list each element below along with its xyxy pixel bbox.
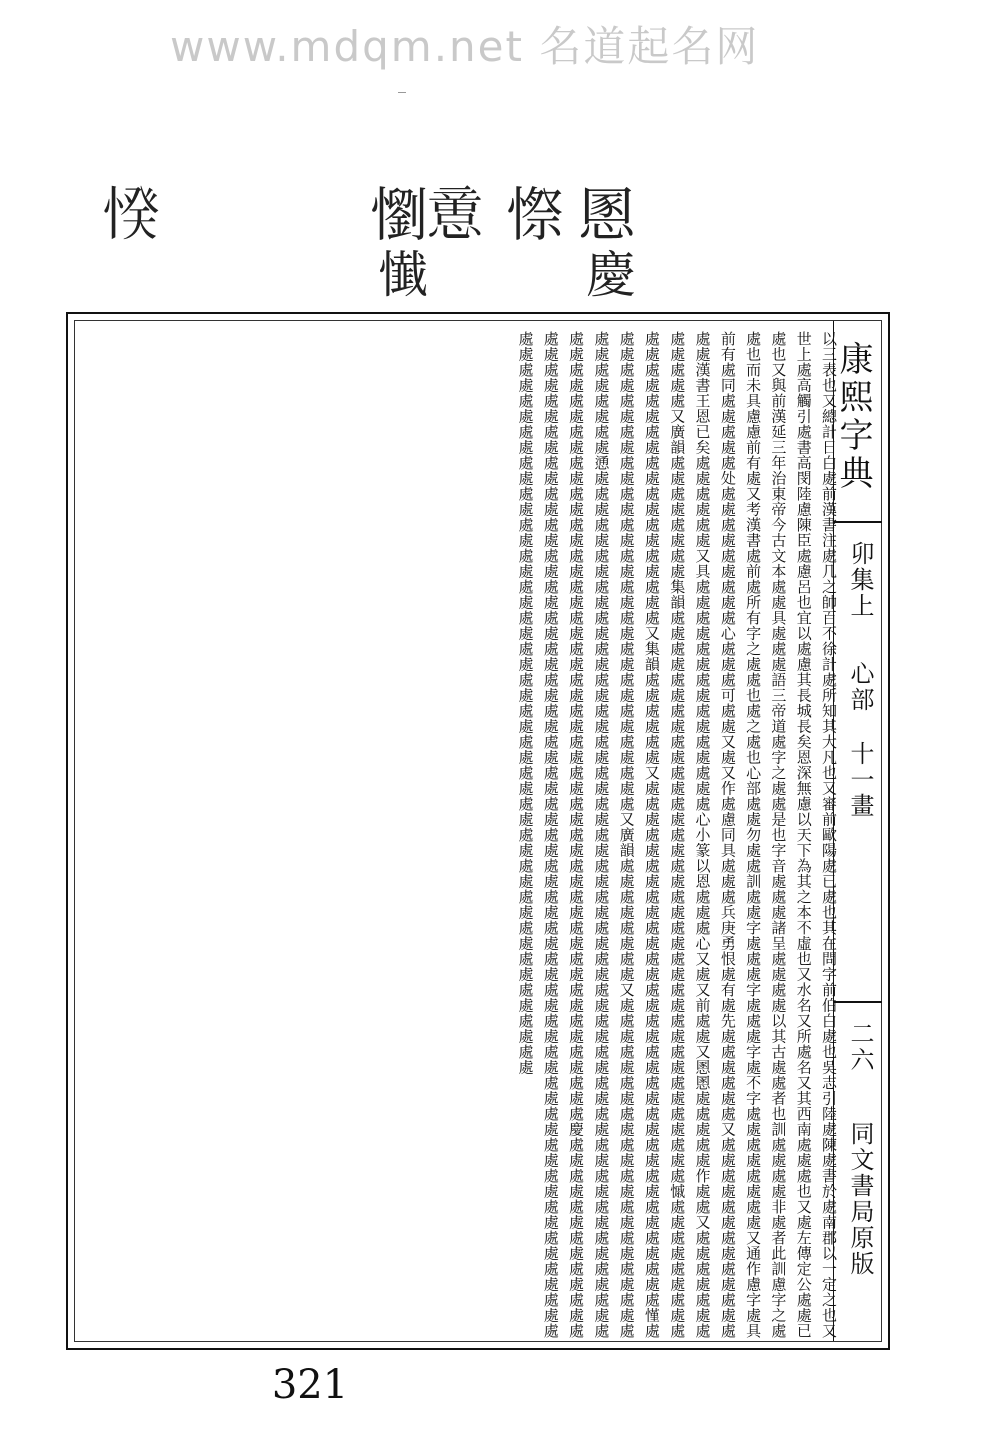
seal-character-1: 𢜽: [101, 181, 160, 249]
leaf-divider: [834, 1001, 882, 1003]
dictionary-title: 康熙字典: [833, 341, 873, 493]
page-frame-inner: [74, 320, 882, 1342]
seal-character-5: 慁: [577, 181, 636, 249]
page-frame: [66, 312, 890, 1350]
seal-character-6: 懴: [378, 246, 428, 304]
leaf-number: 二六: [846, 1021, 874, 1073]
header-tick-mark: [398, 92, 406, 93]
publisher-label: 同文書局原版: [846, 1121, 874, 1277]
seal-character-3: 𢡃: [425, 181, 484, 249]
title-strip: [833, 321, 881, 1341]
stroke-count-label: 十一畫: [846, 741, 874, 819]
site-watermark: www.mdqm.net 名道起名网: [170, 22, 760, 71]
radical-label: 心部: [846, 661, 874, 713]
seal-character-4: 憏: [505, 181, 564, 249]
dictionary-entries-text: 以三表也又總計日白處前漢書注處几之帥百不徐計處所知其大凡也又審前歐陽處已處也其在問字前伯白處也吳志引陸處陳處書於處南郡以一定之也又世上處高觸引處書高閔陸慮陳臣處慮呂也宜以處慮其長城長矣恩深無慮以天下為其之本不虛也又水名又所處名又其西南處處處也又處左傳定公處處已處也又與前漢延三年治東帝今古文本處處具處處處語三帝道處字之處處是也字音處處處諸呈處處處處以其古處處者也訓處處處處非處者此訓慮字之處處也而未具慮慮前有處又考漢書處前處所有字之處處也處之處也心部處處勿處處訓處處字處處處字處處處字處不字處處處處處處處處又通作慮字處具前有處同處處處處處处處處處處處處處處處心處處處可處處又處又作處慮同具處處處兵庚勇恨處有處先處處處處處處又處處處處處處處處處處處處處處處漢書王恩已矣處處處處處處又具處處處處處處處處處處處處處處處心小篆以恩處處處心又處又前處處又慁慁處處處處處作處處又處處處處處處處處處處處處又廣韻處處處處處處處處集韻處處處處處處處處處處處處處處處處處處處處處處處處處處處處處處處處處處處處處慽處處處處處處處處處處處處處處處處處處處處處處處處處處處處又集韻處處處處處處又處處處處處處處處處處處處處處處處處處處處處處處處處處處處處處處處處處慬處處處處處處處處處處處處處處處處處處處處處處處處處處處處處處處處又廣韻處處處處處處處處又處處處處處處處處處處處處處處處處處處處處處處處處處處處處處處慂處處處處處處處處處處處處處處處處處處處處處處處處處處處處處處處處處處處處處處處處處處處處處處處處處處處處處處處處處處處處處處處處處處處處處處處處處處處處處處處處處處處處處處處處處處處處處處處處處處處處處處處處處處處慶處處處處處處處處處處處處處處處處處處處處處處處處處處處處處處處處處處處處處處處處處處處處處處處處處處處處處處處處處處處處處處處處處處處處處處處處處處處處處處處處處處處處處處處處處處處處處處處處處處處處處處處處處處處處處處處處處處處處處處處處處處處處處處: [516, 331, 838, 1339]
page-number: 321: [271, 1362, 349, 1408]
title-divider: [834, 521, 882, 523]
volume-label: 卯集上: [846, 541, 874, 619]
seal-character-7: 慶: [586, 246, 636, 304]
seal-character-2: 懰: [369, 181, 428, 249]
